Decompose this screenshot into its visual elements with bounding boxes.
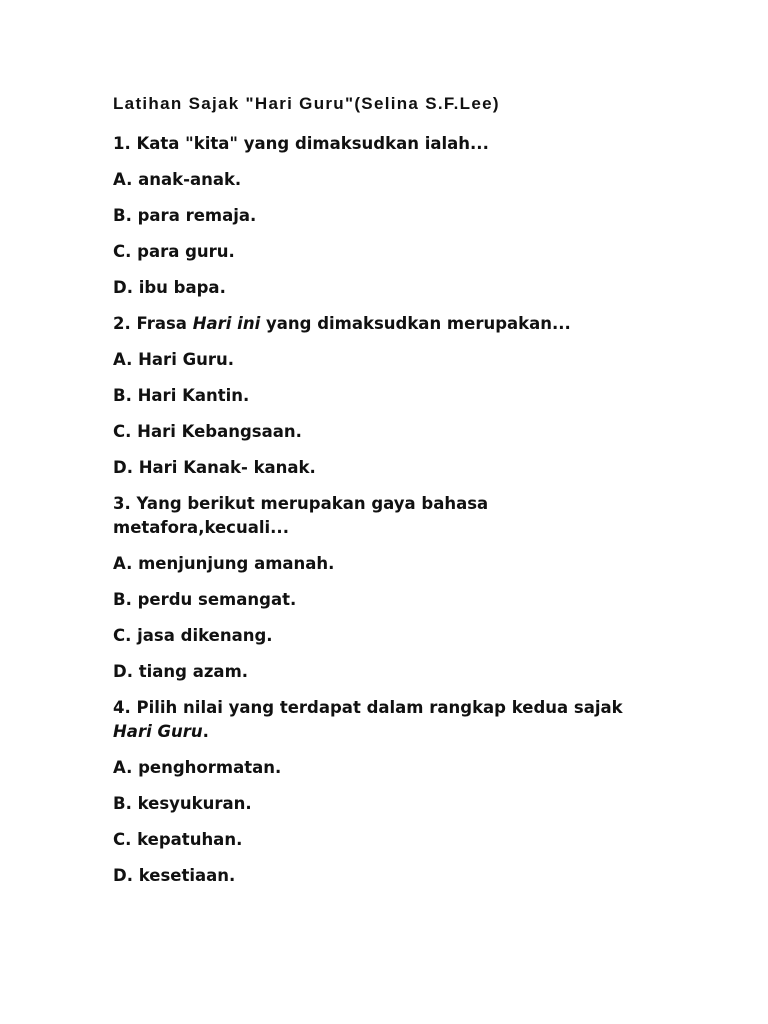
question-1-option-b [113,204,713,228]
option-text: tiang azam. [138,662,249,681]
question-4 [113,696,633,744]
question-1 [113,132,633,156]
option-letter: B. [113,794,132,813]
option-text: kesyukuran. [137,794,252,813]
question-text: Yang berikut merupakan gaya bahasa metafora,kecuali... [113,494,489,537]
question-4-option-b [113,792,713,816]
option-text: para guru. [137,242,235,261]
question-3-option-b [113,588,713,612]
option-text: menjunjung amanah. [138,554,335,573]
option-letter: D. [113,662,133,681]
option-text: Hari Kanak- kanak. [138,458,316,477]
option-text: kepatuhan. [137,830,243,849]
option-letter: D. [113,866,133,885]
question-4-option-c [113,828,713,852]
option-text: Hari Kebangsaan. [137,422,302,441]
question-text-italic: Hari Guru [113,722,203,741]
option-text: Hari Guru. [138,350,235,369]
option-letter: D. [113,278,133,297]
option-letter: C. [113,242,132,261]
question-2 [113,312,633,336]
question-text: Kata "kita" yang dimaksudkan ialah... [136,134,489,153]
option-letter: B. [113,386,132,405]
option-letter: C. [113,830,132,849]
question-3-option-a [113,552,713,576]
option-text: kesetiaan. [138,866,236,885]
question-4-option-d [113,864,713,888]
question-1-option-c [113,240,713,264]
question-number: 4. [113,698,131,717]
question-text-after: . [202,722,209,741]
option-text: jasa dikenang. [137,626,273,645]
question-3-option-d [113,660,713,684]
option-letter: B. [113,206,132,225]
question-number: 3. [113,494,131,513]
option-letter: C. [113,422,132,441]
question-2-option-d [113,456,713,480]
option-letter: C. [113,626,132,645]
option-letter: A. [113,554,133,573]
question-3 [113,492,613,540]
option-text: Hari Kantin. [137,386,250,405]
question-4-option-a [113,756,713,780]
option-text: perdu semangat. [137,590,297,609]
worksheet-page [113,93,713,900]
question-1-option-d [113,276,713,300]
option-letter: A. [113,350,133,369]
option-letter: A. [113,170,133,189]
question-1-option-a [113,168,713,192]
option-text: penghormatan. [138,758,282,777]
question-number: 2. [113,314,131,333]
option-text: anak-anak. [138,170,242,189]
question-number: 1. [113,134,131,153]
question-text-before: Frasa [136,314,187,333]
option-letter: B. [113,590,132,609]
question-text-after: yang dimaksudkan merupakan... [266,314,571,333]
option-text: para remaja. [137,206,257,225]
question-text-italic: Hari ini [192,314,261,333]
option-text: ibu bapa. [138,278,226,297]
question-text-before: Pilih nilai yang terdapat dalam rangkap kedua sajak [136,698,623,717]
question-2-option-b [113,384,713,408]
worksheet-title: Latihan Sajak "Hari Guru"(Selina S.F.Lee) [113,94,500,113]
question-2-option-c [113,420,713,444]
question-2-option-a [113,348,713,372]
option-letter: D. [113,458,133,477]
option-letter: A. [113,758,133,777]
question-3-option-c [113,624,713,648]
